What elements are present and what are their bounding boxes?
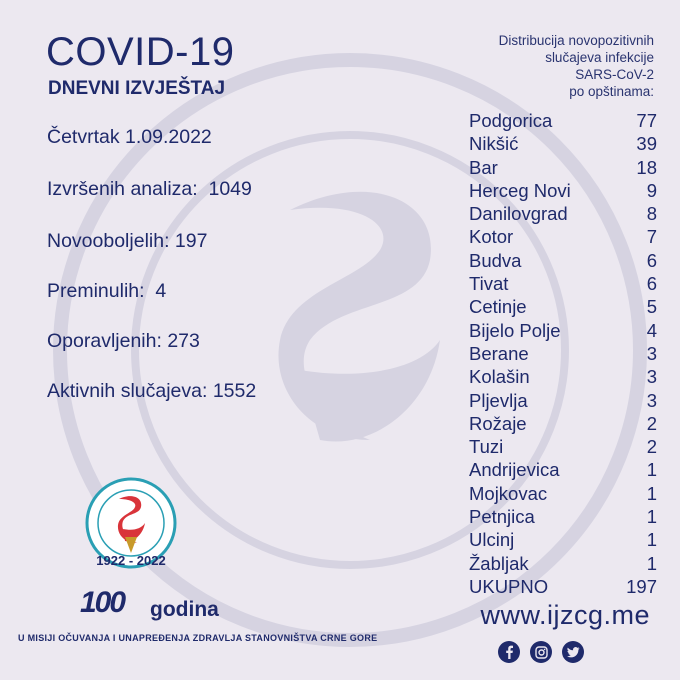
municipality-name: Petnjica xyxy=(469,506,535,528)
municipality-count: 8 xyxy=(646,203,657,225)
municipality-name: Kolašin xyxy=(469,366,530,388)
municipality-count: 1 xyxy=(646,482,657,504)
distribution-title-line: po opštinama: xyxy=(569,84,654,99)
distribution-row xyxy=(469,390,657,413)
municipality-count: 6 xyxy=(646,249,657,271)
distribution-row xyxy=(469,483,657,506)
stat-deaths: Preminulih: 4 xyxy=(47,280,167,302)
municipality-name: Pljevlja xyxy=(469,389,528,411)
report-date: Četvrtak 1.09.2022 xyxy=(47,126,212,148)
municipality-count: 3 xyxy=(646,366,657,388)
municipality-count: 1 xyxy=(646,529,657,551)
stat-analyses: Izvršenih analiza: 1049 xyxy=(47,178,252,200)
distribution-row xyxy=(469,529,657,552)
distribution-row xyxy=(469,110,657,133)
stat-recovered: Oporavljenih: 273 xyxy=(47,330,200,352)
municipality-name: Žabljak xyxy=(469,552,529,574)
municipality-count: 197 xyxy=(626,575,657,597)
stat-active: Aktivnih slučajeva: 1552 xyxy=(47,380,257,402)
municipality-count: 7 xyxy=(646,226,657,248)
twitter-icon[interactable] xyxy=(562,641,584,663)
municipality-name: Tuzi xyxy=(469,436,504,458)
distribution-row xyxy=(469,296,657,319)
mission-statement: U MISIJI OČUVANJA I UNAPREĐENJA ZDRAVLJA STANOVNIŠTVA CRNE GORE xyxy=(18,633,378,643)
page-subtitle: DNEVNI IZVJEŠTAJ xyxy=(48,78,226,99)
distribution-row xyxy=(469,459,657,482)
hundred-years-number: 100 xyxy=(80,586,125,619)
municipality-count: 2 xyxy=(646,436,657,458)
distribution-row xyxy=(469,576,657,599)
municipality-count: 1 xyxy=(646,459,657,481)
municipality-count: 77 xyxy=(636,110,657,131)
municipality-name: Danilovgrad xyxy=(469,203,568,225)
municipality-name: Tivat xyxy=(469,273,509,295)
municipality-name: Bijelo Polje xyxy=(469,319,561,341)
social-links xyxy=(498,641,584,663)
municipality-name: Kotor xyxy=(469,226,514,248)
municipality-name: Podgorica xyxy=(469,110,553,131)
distribution-title-line: Distribucija novopozitivnih xyxy=(498,33,654,48)
municipality-name: UKUPNO xyxy=(469,575,549,597)
distribution-row xyxy=(469,343,657,366)
distribution-row xyxy=(469,436,657,459)
municipality-count: 39 xyxy=(636,133,657,155)
distribution-row xyxy=(469,320,657,343)
distribution-title-line: slučajeva infekcije xyxy=(545,50,654,65)
municipality-count: 9 xyxy=(646,179,657,201)
instagram-icon[interactable] xyxy=(530,641,552,663)
distribution-table xyxy=(469,110,657,599)
municipality-count: 3 xyxy=(646,389,657,411)
page-title: COVID-19 xyxy=(46,30,235,74)
municipality-name: Herceg Novi xyxy=(469,179,571,201)
distribution-title xyxy=(394,32,654,100)
distribution-row xyxy=(469,506,657,529)
municipality-name: Andrijevica xyxy=(469,459,560,481)
municipality-count: 1 xyxy=(646,506,657,528)
municipality-count: 2 xyxy=(646,412,657,434)
distribution-row xyxy=(469,273,657,296)
website-link[interactable]: www.ijzcg.me xyxy=(480,600,650,630)
facebook-icon[interactable] xyxy=(498,641,520,663)
stat-new-cases: Novooboljelih: 197 xyxy=(47,230,208,252)
municipality-count: 5 xyxy=(646,296,657,318)
municipality-count: 3 xyxy=(646,342,657,364)
municipality-name: Ulcinj xyxy=(469,529,515,551)
municipality-count: 6 xyxy=(646,273,657,295)
municipality-name: Budva xyxy=(469,249,522,271)
distribution-row xyxy=(469,553,657,576)
distribution-row xyxy=(469,250,657,273)
distribution-row xyxy=(469,413,657,436)
hundred-years-label: godina xyxy=(150,598,219,621)
distribution-row xyxy=(469,157,657,180)
distribution-title-line: SARS-CoV-2 xyxy=(575,67,654,82)
distribution-row xyxy=(469,366,657,389)
municipality-count: 18 xyxy=(636,156,657,178)
municipality-name: Berane xyxy=(469,342,529,364)
municipality-name: Nikšić xyxy=(469,133,519,155)
distribution-row xyxy=(469,180,657,203)
distribution-row xyxy=(469,226,657,249)
municipality-name: Mojkovac xyxy=(469,482,548,504)
distribution-row xyxy=(469,203,657,226)
distribution-row xyxy=(469,133,657,156)
municipality-count: 4 xyxy=(646,319,657,341)
logo-years: 1922 - 2022 xyxy=(96,553,166,568)
municipality-count: 1 xyxy=(646,552,657,574)
municipality-name: Bar xyxy=(469,156,498,178)
municipality-name: Rožaje xyxy=(469,412,527,434)
municipality-name: Cetinje xyxy=(469,296,527,318)
